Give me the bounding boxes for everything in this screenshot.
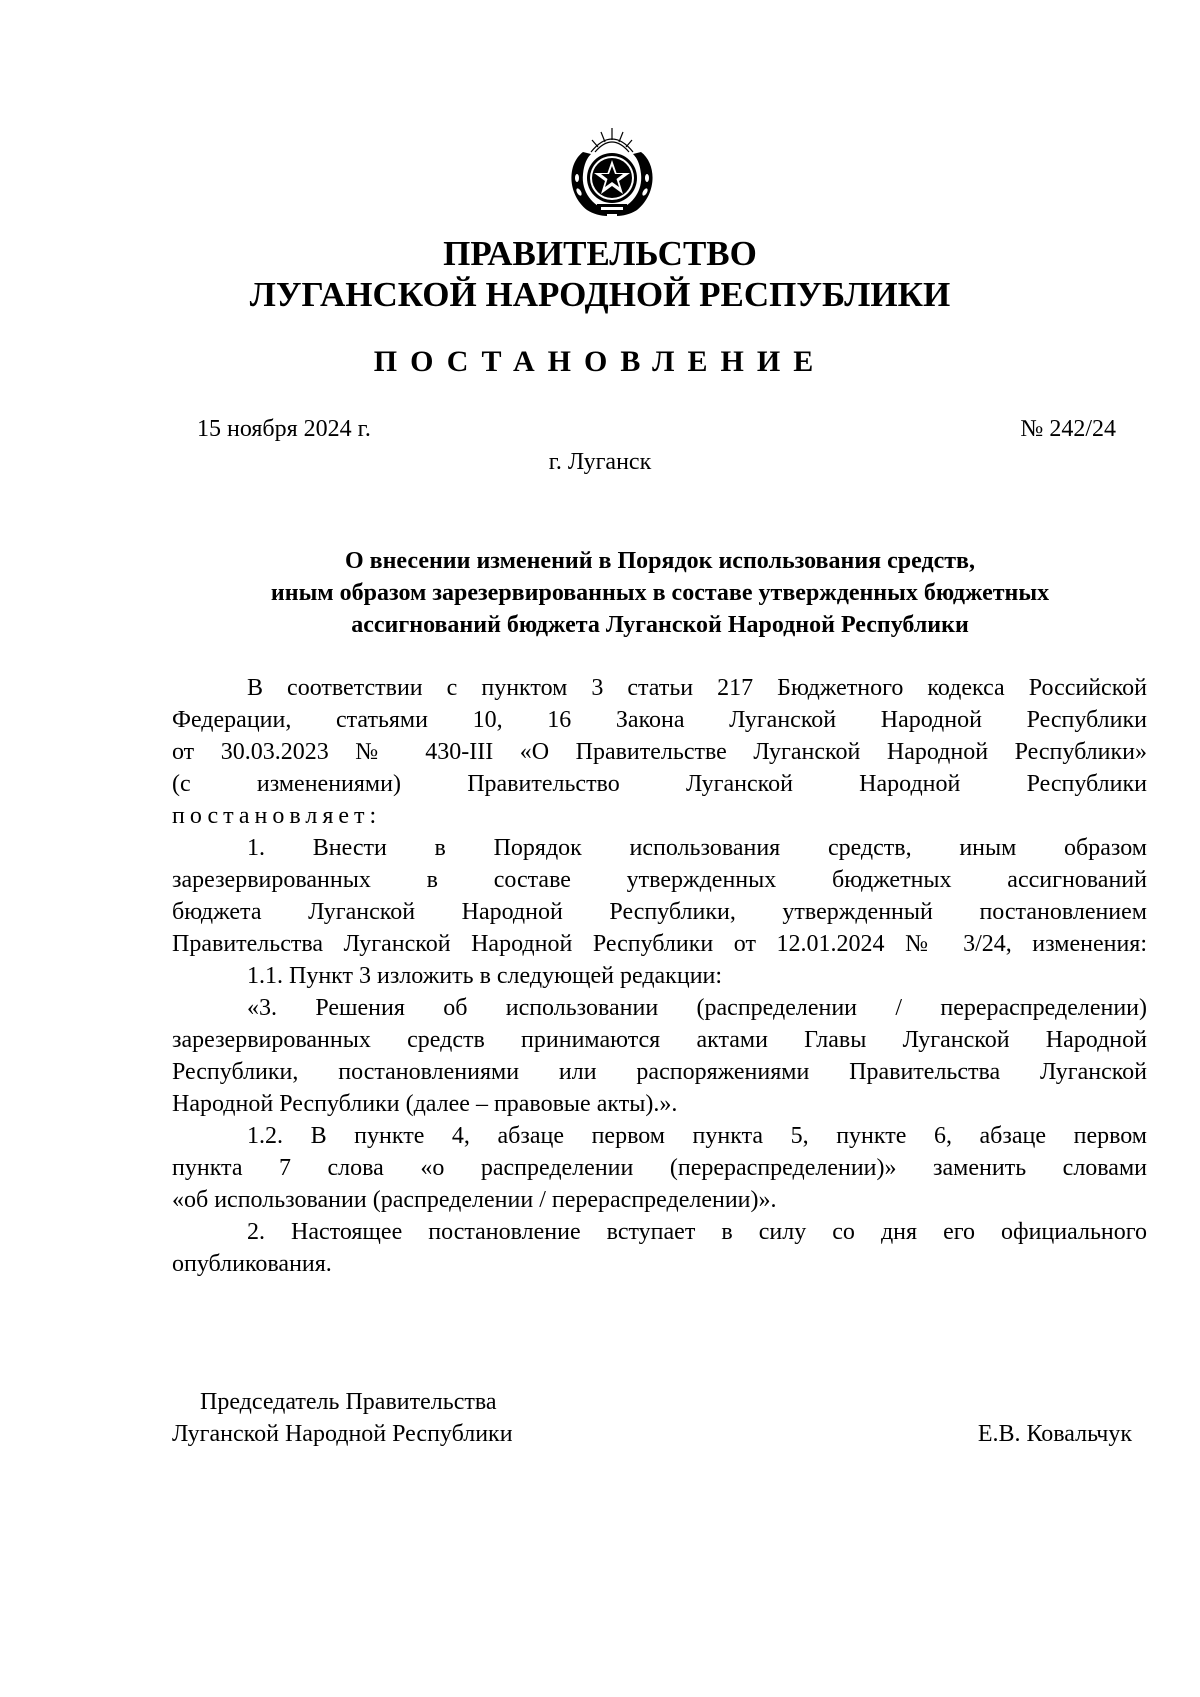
subject-line: О внесении изменений в Порядок использования средств,	[344, 548, 976, 574]
body-line: Республики, постановлениями или распоряжениями Правительства Луганской	[172, 1059, 1147, 1085]
body-line: 1.1. Пункт 3 изложить в следующей редакции:	[247, 963, 723, 989]
body-line: бюджета Луганской Народной Республики, утвержденный постановлением	[172, 899, 1147, 925]
government-title	[0, 233, 1200, 315]
decree-subject	[170, 545, 1150, 641]
subject-line: ассигнований бюджета Луганской Народной Республики	[351, 612, 969, 638]
body-line: 1. Внести в Порядок использования средств, иным образом	[247, 835, 1147, 861]
body-line: (с изменениями) Правительство Луганской Народной Республики	[172, 771, 1147, 797]
body-line: Федерации, статьями 10, 16 Закона Луганской Народной Республики	[172, 707, 1147, 733]
body-line: зарезервированных в составе утвержденных бюджетных ассигнований	[172, 867, 1147, 893]
body-line: 1.2. В пункте 4, абзаце первом пункта 5, пункте 6, абзаце первом	[247, 1123, 1147, 1149]
decree-number: № 242/24	[1020, 416, 1116, 442]
body-line: пункта 7 слова «о распределении (перераспределении)» заменить словами	[172, 1155, 1147, 1181]
coat-of-arms-icon	[561, 122, 663, 222]
body-line: «3. Решения об использовании (распределении / перераспределении)	[247, 995, 1147, 1021]
decree-title: ПОСТАНОВЛЕНИЕ	[373, 345, 827, 378]
body-line: от 30.03.2023 № 430-III «О Правительстве Луганской Народной Республики»	[172, 739, 1147, 765]
signatory-position-line2: Луганской Народной Республики	[172, 1421, 513, 1447]
body-line: В соответствии с пунктом 3 статьи 217 Бюджетного кодекса Российской	[247, 675, 1147, 701]
government-title-line1: ПРАВИТЕЛЬСТВО	[443, 234, 757, 273]
body-line: 2. Настоящее постановление вступает в силу со дня его официального	[247, 1219, 1147, 1245]
signatory-position	[172, 1386, 513, 1450]
decree-date: 15 ноября 2024 г.	[197, 416, 371, 442]
signatory-name: Е.В. Ковальчук	[977, 1421, 1132, 1447]
decree-city: г. Луганск	[548, 449, 652, 475]
government-title-line2: ЛУГАНСКОЙ НАРОДНОЙ РЕСПУБЛИКИ	[249, 275, 951, 314]
body-line: опубликования.	[172, 1251, 332, 1277]
decree-body	[172, 672, 1147, 1280]
subject-line: иным образом зарезервированных в составе утвержденных бюджетных	[270, 580, 1050, 606]
body-line: постановляет:	[172, 803, 382, 829]
body-line: «об использовании (распределении / перераспределении)».	[172, 1187, 777, 1213]
body-line: Народной Республики (далее – правовые акты).».	[172, 1091, 678, 1117]
body-line: зарезервированных средств принимаются актами Главы Луганской Народной	[172, 1027, 1147, 1053]
signatory-position-line1: Председатель Правительства	[200, 1389, 497, 1415]
body-line: Правительства Луганской Народной Республики от 12.01.2024 № 3/24, изменения:	[172, 931, 1147, 957]
